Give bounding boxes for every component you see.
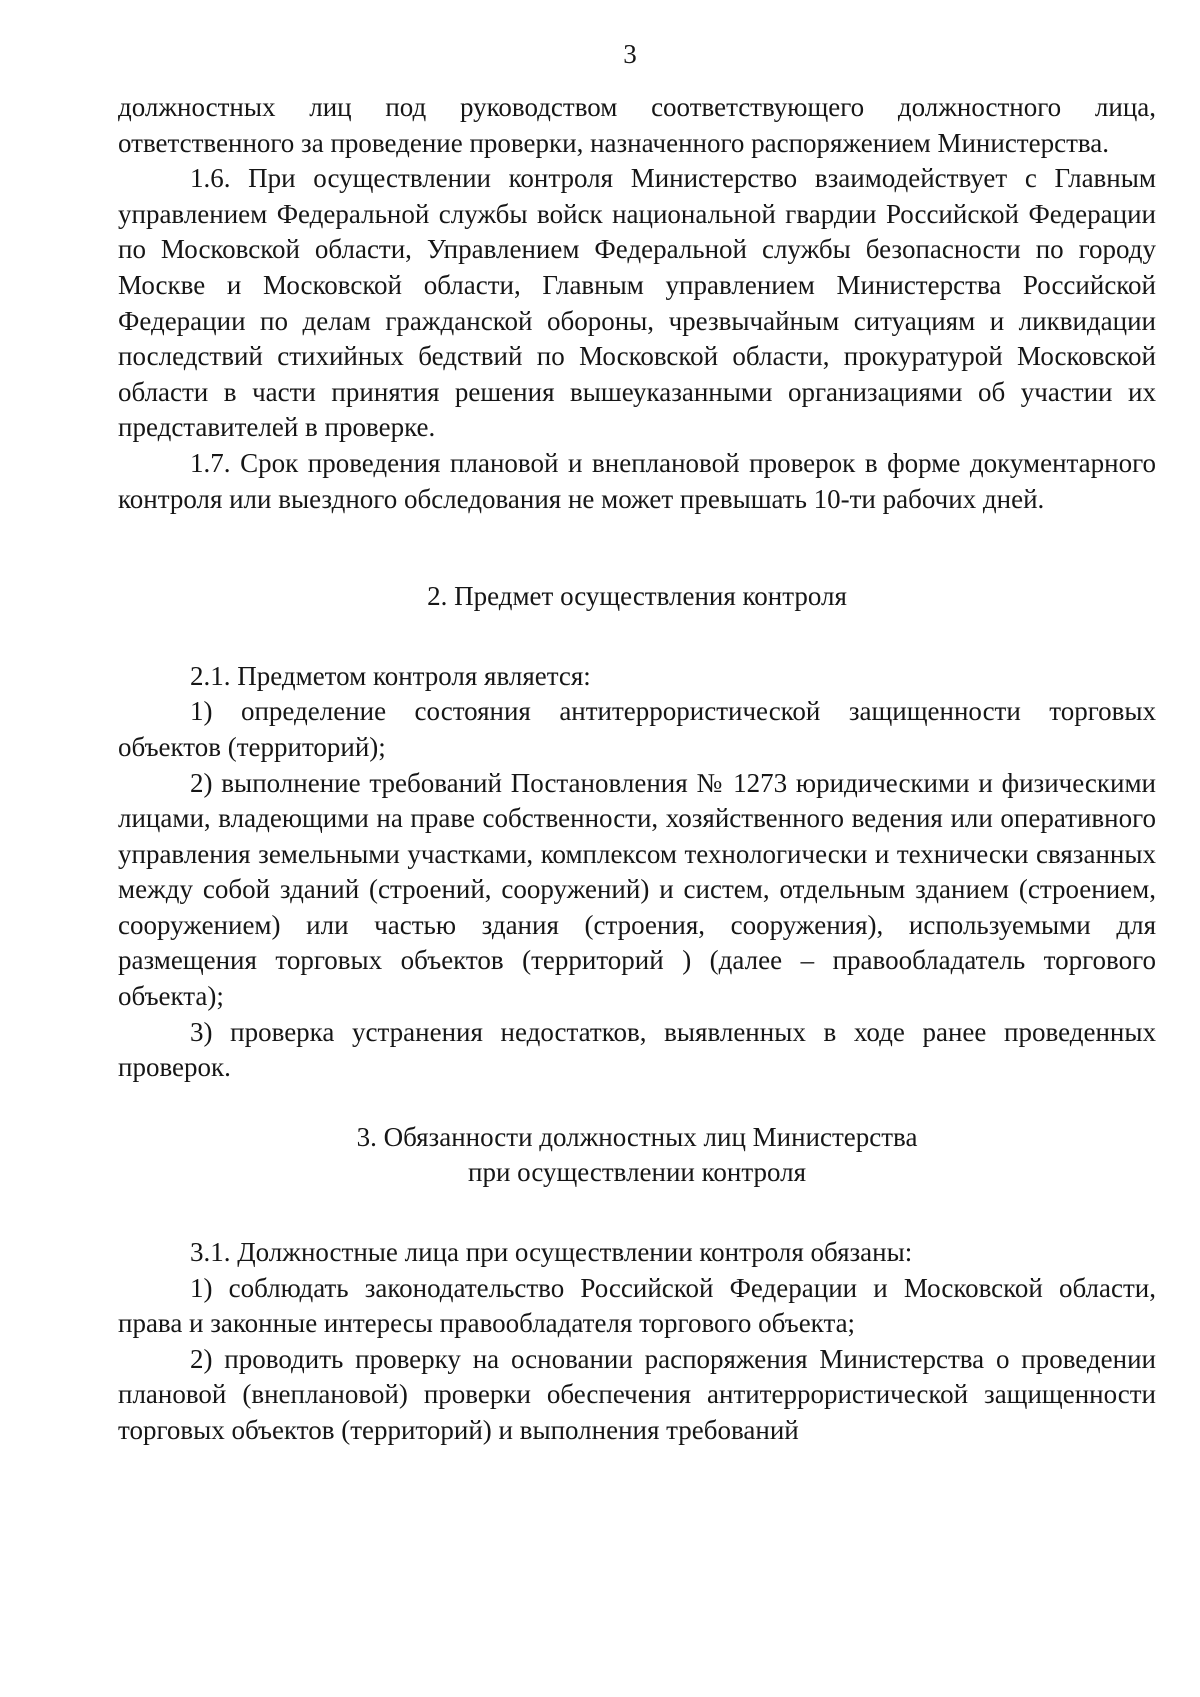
paragraph-2-1-item-1: 1) определение состояния антитеррористической защищенности торговых объектов (территорий);	[118, 696, 1156, 762]
paragraph-3-1-item-1: 1) соблюдать законодательство Российской Федерации и Московской области, права и законные интересы правообладателя торгового объекта;	[118, 1272, 1156, 1339]
paragraph-3-1: 3.1. Должностные лица при осуществлении контроля обязаны:	[190, 1237, 913, 1268]
document-body	[118, 90, 1156, 1449]
section-3-heading-line-2: при осуществлении контроля	[468, 1157, 806, 1188]
paragraph-3-1-item-2: 2) проводить проверку на основании распоряжения Министерства о проведении плановой (внеплановой) проверки обеспечения антитеррористической защищенности торговых объектов (территорий) и выполнения требований	[118, 1343, 1156, 1445]
section-3-heading-line-1: 3. Обязанности должностных лиц Министерства	[356, 1121, 918, 1152]
paragraph-1-7: 1.7. Срок проведения плановой и внеплановой проверок в форме документарного контроля или выездного обследования не может превышать 10-ти рабочих дней.	[118, 447, 1156, 514]
paragraph-continuation: должностных лиц под руководством соответствующего должностного лица, ответственного за проведение проверки, назначенного распоряжением Министерства.	[118, 92, 1156, 158]
page-number: 3	[623, 39, 637, 69]
paragraph-2-1-item-2: 2) выполнение требований Постановления № 1273 юридическими и физическими лицами, владеющими на праве собственности, хозяйственного ведения или оперативного управления земельными участками, комплексом технологически и технически связанных между собой зданий (строений, сооружений) и систем, отдельным зданием (строением, сооружением) или частью здания (строения, сооружения), используемыми для размещения торговых объектов (территорий ) (далее – правообладатель торгового объекта);	[118, 767, 1156, 1012]
paragraph-2-1-item-3: 3) проверка устранения недостатков, выявленных в ходе ранее проведенных проверок.	[118, 1016, 1156, 1083]
paragraph-2-1: 2.1. Предметом контроля является:	[190, 660, 591, 691]
section-2-heading: 2. Предмет осуществления контроля	[427, 581, 847, 612]
paragraph-1-6: 1.6. При осуществлении контроля Министерство взаимодействует с Главным управлением Федеральной службы войск национальной гвардии Российской Федерации по Московской области, Управлением Федеральной службы безопасности по городу Москве и Московской области, Главным управлением Министерства Российской Федерации по делам гражданской обороны, чрезвычайным ситуациям и ликвидации последствий стихийных бедствий по Московской области, прокуратурой Московской области в части принятия решения вышеуказанными организациями об участии их представителей в проверке.	[118, 163, 1156, 443]
